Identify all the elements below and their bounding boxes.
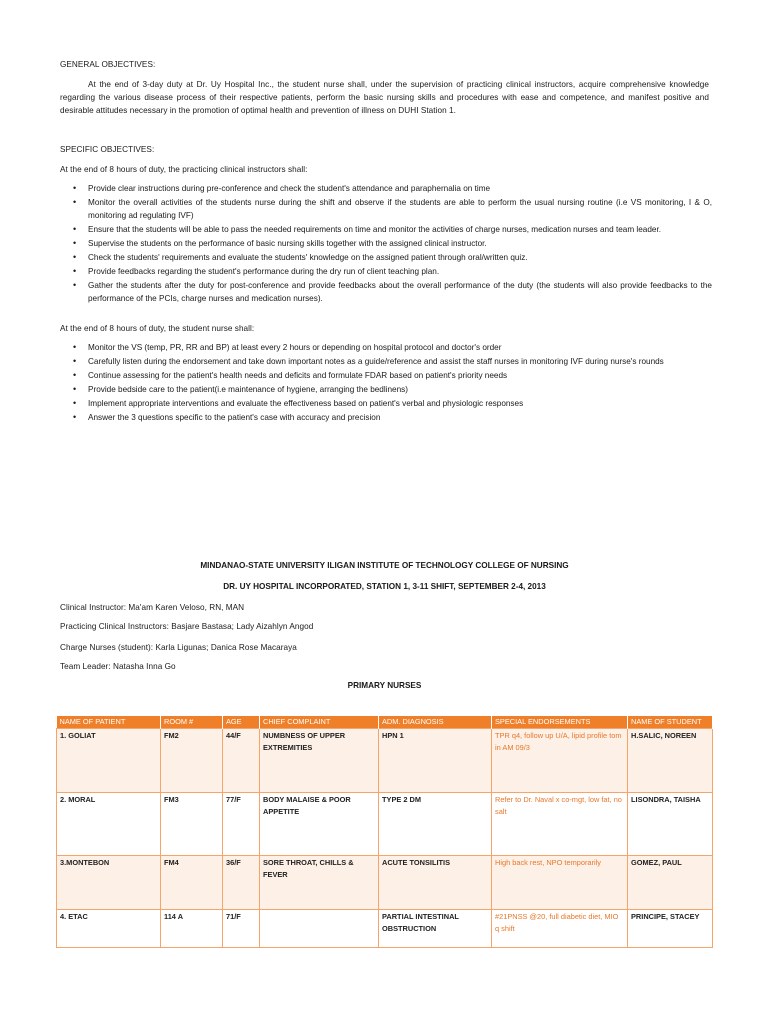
sn-objectives-list <box>60 341 712 425</box>
list-item: • Monitor the overall activities of the students nurse during the shift and observe if the students are able to perform the usual nursing routine (i.e VS monitoring, I & O, monitoring ad regulating IVF) <box>60 196 712 222</box>
ci-intro: At the end of 8 hours of duty, the practicing clinical instructors shall: <box>60 165 308 174</box>
column-header: SPECIAL ENDORSEMENTS <box>492 716 628 729</box>
student-cell: LISONDRA, TAISHA <box>628 793 713 856</box>
endorsement-cell: #21PNSS @20, full diabetic diet, MIO q shift <box>492 910 628 948</box>
list-item: • Provide clear instructions during pre-conference and check the student's attendance and paraphernalia on time <box>60 182 712 195</box>
diagnosis-cell: PARTIAL INTESTINAL OBSTRUCTION <box>379 910 492 948</box>
specific-objectives-heading: SPECIFIC OBJECTIVES: <box>60 145 155 154</box>
patient-cell: 2. MORAL <box>57 793 161 856</box>
list-item: • Monitor the VS (temp, PR, RR and BP) at least every 2 hours or depending on hospital protocol and doctor's order <box>60 341 712 354</box>
table-row <box>57 856 713 910</box>
student-cell: PRINCIPE, STACEY <box>628 910 713 948</box>
column-header: ROOM # <box>161 716 223 729</box>
room-cell: FM3 <box>161 793 223 856</box>
list-item: • Supervise the students on the performance of basic nursing skills together with the assigned clinical instructor. <box>60 237 712 250</box>
clinical-instructor: Clinical Instructor: Ma'am Karen Veloso, RN, MAN <box>60 603 245 612</box>
endorsement-cell: High back rest, NPO temporarily <box>492 856 628 910</box>
patient-cell: 4. ETAC <box>57 910 161 948</box>
column-header: CHIEF COMPLAINT <box>260 716 379 729</box>
patient-cell: 1. GOLIAT <box>57 729 161 793</box>
primary-nurses-table <box>56 716 713 948</box>
room-cell: 114 A <box>161 910 223 948</box>
room-cell: FM4 <box>161 856 223 910</box>
primary-nurses-title: PRIMARY NURSES <box>347 681 422 690</box>
endorsement-cell: TPR q4, follow up U/A, lipid profile tom in AM 09/3 <box>492 729 628 793</box>
room-cell: FM2 <box>161 729 223 793</box>
age-cell: 44/F <box>223 729 260 793</box>
complaint-cell <box>260 910 379 948</box>
list-item: • Gather the students after the duty for post-conference and provide feedbacks about the overall performance of the duty (the students will also provide feedbacks to the performance of the PCIs, charge nurses and medication nurses). <box>60 279 712 305</box>
college-header: MINDANAO-STATE UNIVERSITY ILIGAN INSTITUTE OF TECHNOLOGY COLLEGE OF NURSING <box>200 561 569 570</box>
list-item: • Answer the 3 questions specific to the patient's case with accuracy and precision <box>60 411 712 424</box>
endorsement-cell: Refer to Dr. Naval x co-mgt, low fat, no salt <box>492 793 628 856</box>
list-item: • Continue assessing for the patient's health needs and deficits and formulate FDAR based on patient's priority needs <box>60 369 712 382</box>
list-item: • Provide feedbacks regarding the student's performance during the dry run of client teaching plan. <box>60 265 712 278</box>
diagnosis-cell: TYPE 2 DM <box>379 793 492 856</box>
table-row <box>57 729 713 793</box>
team-leader: Team Leader: Natasha Inna Go <box>60 662 176 671</box>
patient-cell: 3.MONTEBON <box>57 856 161 910</box>
table-header-row <box>57 716 713 729</box>
sn-intro: At the end of 8 hours of duty, the student nurse shall: <box>60 324 255 333</box>
student-cell: GOMEZ, PAUL <box>628 856 713 910</box>
column-header: NAME OF PATIENT <box>57 716 161 729</box>
table-row <box>57 910 713 948</box>
practicing-clinical-instructors: Practicing Clinical Instructors: Basjare Bastasa; Lady Aizahlyn Angod <box>60 622 314 631</box>
list-item: • Provide bedside care to the patient(i.e maintenance of hygiene, arranging the bedlinens) <box>60 383 712 396</box>
column-header: NAME OF STUDENT <box>628 716 713 729</box>
table-row <box>57 793 713 856</box>
list-item: • Implement appropriate interventions and evaluate the effectiveness based on patient's verbal and physiologic responses <box>60 397 712 410</box>
list-item: • Carefully listen during the endorsement and take down important notes as a guide/reference and assist the staff nurses in monitoring IVF during nurse's rounds <box>60 355 712 368</box>
general-objectives-text: At the end of 3-day duty at Dr. Uy Hospital Inc., the student nurse shall, under the supervision of practicing clinical instructors, acquire comprehensive knowledge regarding the various disease process of their respective patients, perform the basic nursing skills and procedures with ease and competence, and manifest positive and desirable attitudes necessary in the promotion of optimal health and prevention of illness on DUHI Station 1. <box>60 80 709 115</box>
complaint-cell: BODY MALAISE & POOR APPETITE <box>260 793 379 856</box>
general-objectives-heading: GENERAL OBJECTIVES: <box>60 60 156 69</box>
hospital-header: DR. UY HOSPITAL INCORPORATED, STATION 1, 3-11 SHIFT, SEPTEMBER 2-4, 2013 <box>223 582 546 591</box>
age-cell: 36/F <box>223 856 260 910</box>
age-cell: 77/F <box>223 793 260 856</box>
list-item: • Check the students' requirements and evaluate the students' knowledge on the assigned patient through oral/written quiz. <box>60 251 712 264</box>
column-header: AGE <box>223 716 260 729</box>
diagnosis-cell: ACUTE TONSILITIS <box>379 856 492 910</box>
column-header: ADM. DIAGNOSIS <box>379 716 492 729</box>
ci-objectives-list <box>60 182 712 306</box>
student-cell: H.SALIC, NOREEN <box>628 729 713 793</box>
charge-nurses: Charge Nurses (student): Karla Ligunas; Danica Rose Macaraya <box>60 643 297 652</box>
diagnosis-cell: HPN 1 <box>379 729 492 793</box>
age-cell: 71/F <box>223 910 260 948</box>
list-item: • Ensure that the students will be able to pass the needed requirements on time and monitor the activities of charge nurses, medication nurses and team leader. <box>60 223 712 236</box>
complaint-cell: SORE THROAT, CHILLS & FEVER <box>260 856 379 910</box>
complaint-cell: NUMBNESS OF UPPER EXTREMITIES <box>260 729 379 793</box>
